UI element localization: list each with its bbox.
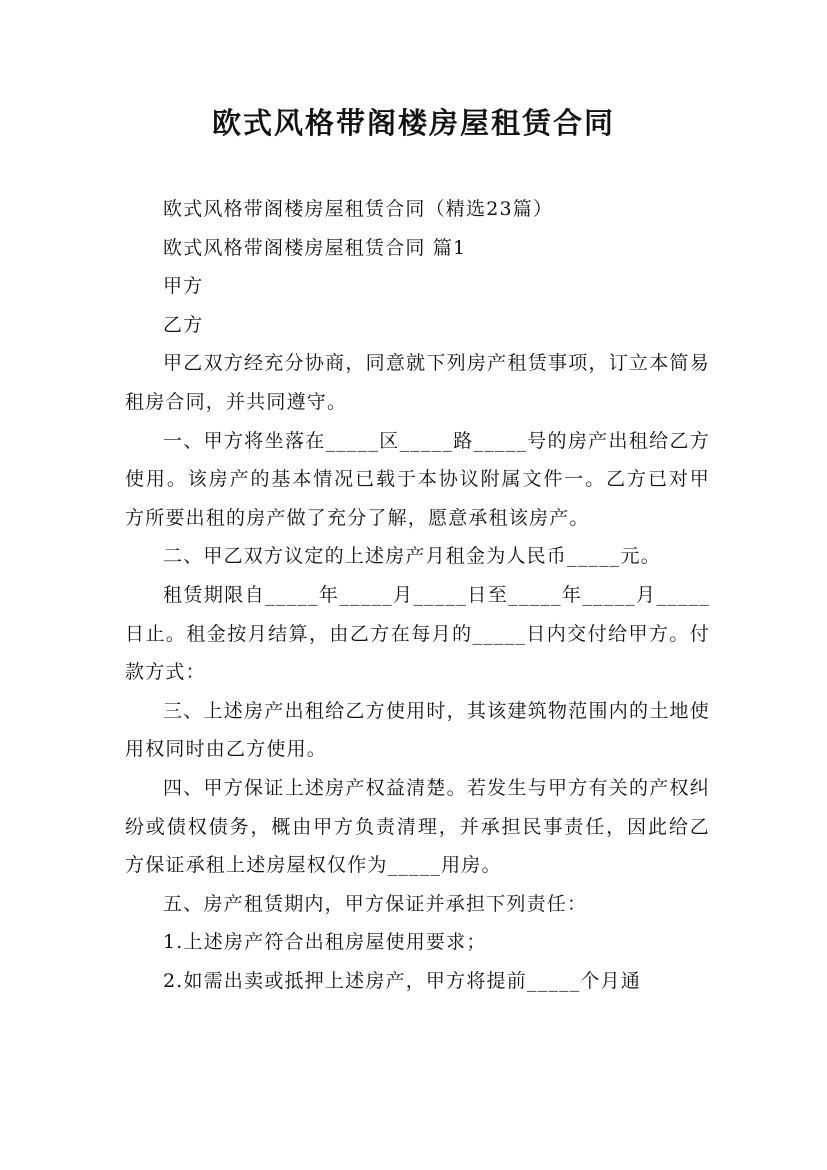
paragraph-clause-3: 三、上述房产出租给乙方使用时，其该建筑物范围内的土地使用权同时由乙方使用。 (125, 699, 710, 761)
paragraph-party-a: 甲方 (163, 275, 204, 298)
paragraph-party-b: 乙方 (163, 313, 204, 336)
paragraph-clause-5: 五、房产租赁期内，甲方保证并承担下列责任： (163, 892, 588, 915)
paragraph-heading-selection: 欧式风格带阁楼房屋租赁合同（精选23篇） (163, 198, 554, 220)
paragraph-article-1-title: 欧式风格带阁楼房屋租赁合同 篇1 (163, 236, 467, 259)
paragraph-lease-term: 租赁期限自_____年_____月_____日至_____年_____月_____日止。租金按月结算，由乙方在每月的_____日内交付给甲方。付款方式： (125, 583, 710, 684)
paragraph-clause-1: 一、甲方将坐落在_____区_____路_____号的房产出租给乙方使用。该房产的基本情况已载于本协议附属文件一。乙方已对甲方所要出租的房产做了充分了解，愿意承租该房产。 (125, 429, 710, 529)
document-title: 欧式风格带阁楼房屋租赁合同 (211, 106, 615, 140)
paragraph-clause-4: 四、甲方保证上述房产权益清楚。若发生与甲方有关的产权纠纷或债权债务，概由甲方负责清理，并承担民事责任，因此给乙方保证承租上述房屋权仅作为_____用房。 (125, 776, 710, 877)
paragraph-clause-2: 二、甲乙双方议定的上述房产月租金为人民币_____元。 (163, 545, 661, 568)
paragraph-preamble: 甲乙双方经充分协商，同意就下列房产租赁事项，订立本简易租房合同，并共同遵守。 (125, 352, 710, 413)
document-body (125, 190, 710, 1000)
paragraph-clause-5-item-1: 1.上述房产符合出租房屋使用要求； (163, 931, 487, 954)
paragraph-clause-5-item-2: 2.如需出卖或抵押上述房产，甲方将提前_____个月通 (163, 969, 642, 992)
